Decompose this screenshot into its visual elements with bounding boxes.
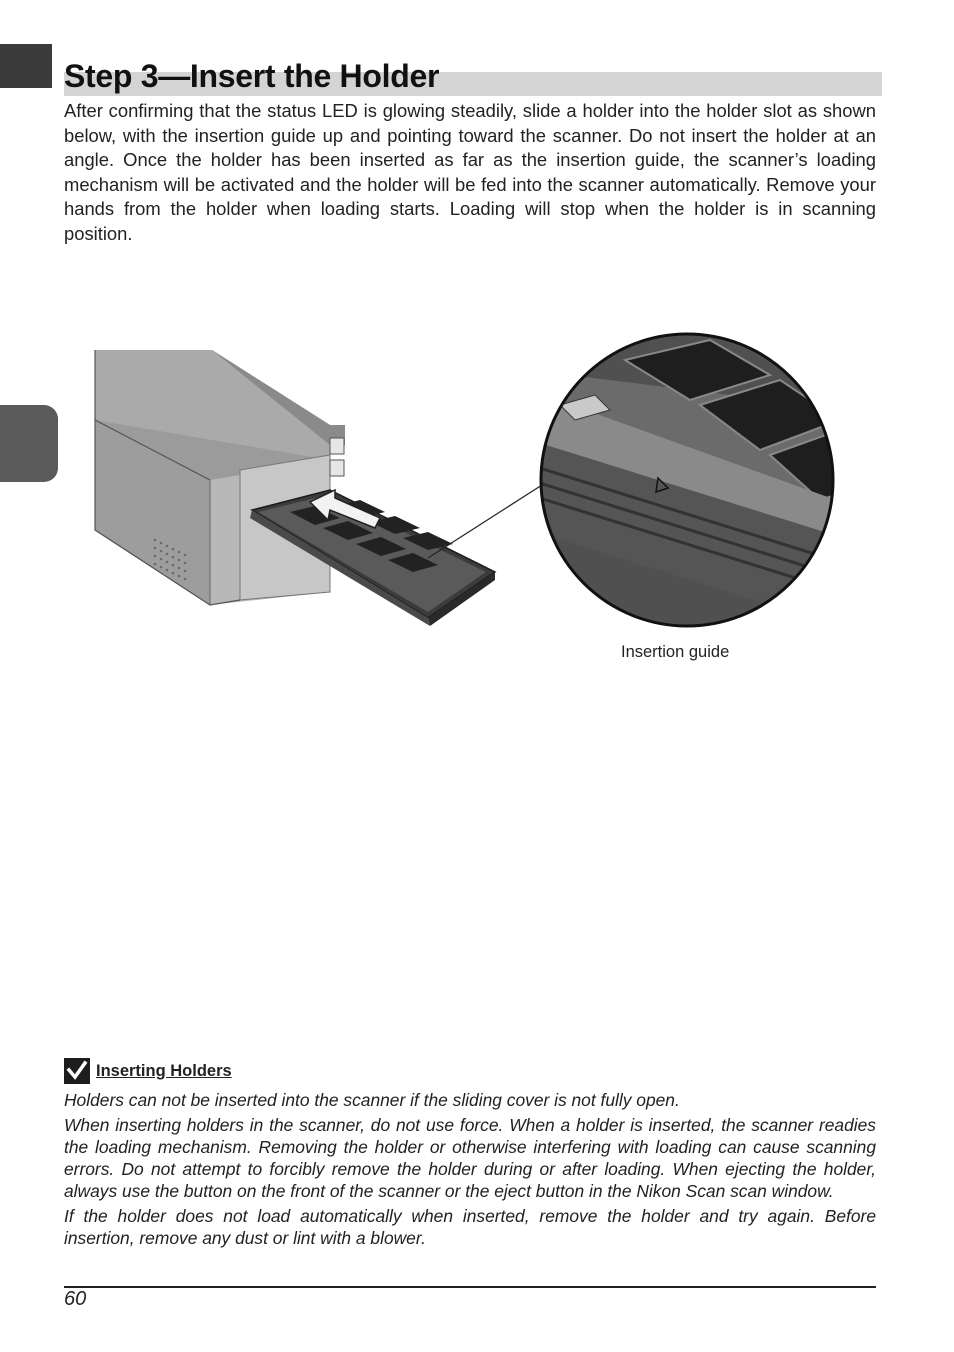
scanner-insertion-illustration: [90, 330, 850, 635]
note-body: [64, 1089, 876, 1252]
insertion-guide-caption: Insertion guide: [621, 643, 730, 661]
note-heading: [64, 1058, 232, 1084]
chapter-corner-tab: [0, 44, 52, 88]
footer-rule: [64, 1286, 876, 1288]
chapter-side-tab: [0, 405, 58, 482]
scanner-body: [95, 350, 345, 605]
note-title: Inserting Holders: [96, 1061, 232, 1080]
note-paragraph: When inserting holders in the scanner, do not use force. When a holder is inserted, the scanner readies the loading mechanism. Removing the holder or otherwise interfering with loading can cause scanning errors. Do not attempt to forcibly remove the holder during or after loading. When ejecting the holder, always use the button on the front of the scanner or the eject button in the Nikon Scan scan window.: [64, 1115, 876, 1201]
intro-paragraph: After confirming that the status LED is glowing steadily, slide a holder into the holder slot as shown below, with the insertion guide up and pointing toward the scanner. Do not insert the holder at an angle. Once the holder has been inserted as far as the insertion guide, the scanner’s loading mechanism will be activated and the holder will be fed into the scanner automatically. Remove your hands from the holder when loading starts. Loading will stop when the holder is in scanning position.: [64, 100, 876, 244]
note-paragraph: If the holder does not load automatically when inserted, remove the holder and try again. Before insertion, remove any dust or lint with a blower.: [64, 1206, 876, 1248]
checkmark-icon: [64, 1058, 90, 1084]
page-title: Step 3—Insert the Holder: [64, 58, 440, 94]
page-number: 60: [64, 1288, 87, 1310]
note-paragraph: Holders can not be inserted into the scanner if the sliding cover is not fully open.: [64, 1090, 680, 1110]
magnified-inset: [530, 330, 850, 635]
